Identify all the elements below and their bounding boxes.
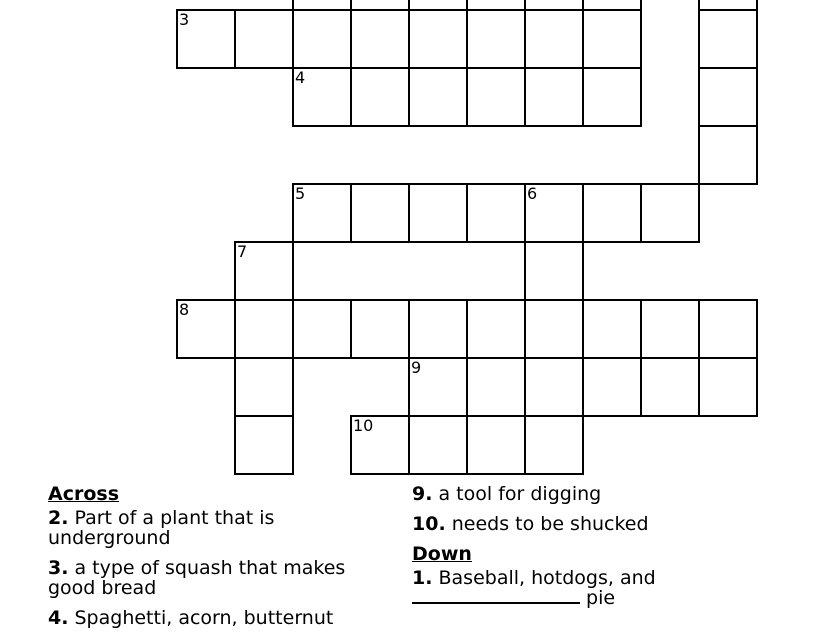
clue-across-10 bbox=[412, 514, 752, 534]
grid-cell[interactable] bbox=[292, 67, 352, 127]
grid-cell[interactable] bbox=[176, 299, 236, 359]
down-heading: Down bbox=[412, 543, 472, 565]
grid-cell[interactable] bbox=[234, 9, 294, 69]
clue-text: a tool for digging bbox=[438, 483, 602, 505]
clue-across-4 bbox=[48, 608, 368, 628]
grid-cell[interactable] bbox=[640, 183, 700, 243]
clue-number-label: 4 bbox=[295, 68, 306, 87]
grid-cell[interactable] bbox=[350, 415, 410, 475]
grid-cell[interactable] bbox=[582, 67, 642, 127]
clue-number-label: 3 bbox=[179, 10, 190, 29]
grid-cell[interactable] bbox=[466, 415, 526, 475]
clue-text: Spaghetti, acorn, butternut bbox=[74, 607, 334, 629]
grid-cell[interactable] bbox=[466, 67, 526, 127]
clue-number: 1. bbox=[412, 567, 433, 589]
clue-across-3 bbox=[48, 558, 368, 598]
clue-number: 3. bbox=[48, 557, 69, 579]
grid-cell[interactable] bbox=[292, 9, 352, 69]
grid-cell[interactable] bbox=[698, 67, 758, 127]
grid-cell[interactable] bbox=[524, 9, 584, 69]
grid-cell[interactable] bbox=[176, 9, 236, 69]
grid-cell[interactable] bbox=[698, 125, 758, 185]
clue-number-label: 6 bbox=[527, 184, 538, 203]
grid-cell[interactable] bbox=[582, 183, 642, 243]
grid-cell[interactable] bbox=[408, 415, 468, 475]
clue-across-9 bbox=[412, 484, 752, 504]
grid-cell[interactable] bbox=[466, 299, 526, 359]
clues-right-column bbox=[412, 484, 752, 618]
grid-cell[interactable] bbox=[466, 9, 526, 69]
grid-cell[interactable] bbox=[582, 9, 642, 69]
clue-text-after: pie bbox=[586, 587, 616, 609]
clue-number-label: 8 bbox=[179, 300, 190, 319]
grid-cell[interactable] bbox=[524, 241, 584, 301]
grid-cell[interactable] bbox=[234, 357, 294, 417]
grid-cell[interactable] bbox=[582, 299, 642, 359]
grid-cell[interactable] bbox=[408, 299, 468, 359]
clue-text: a type of squash that makes good bread bbox=[48, 557, 346, 599]
grid-cell[interactable] bbox=[582, 357, 642, 417]
clues-left-column bbox=[48, 484, 368, 638]
grid-cell[interactable] bbox=[698, 357, 758, 417]
grid-cell[interactable] bbox=[524, 299, 584, 359]
grid-cell[interactable] bbox=[350, 183, 410, 243]
grid-cell[interactable] bbox=[466, 183, 526, 243]
grid-cell[interactable] bbox=[524, 357, 584, 417]
grid-cell[interactable] bbox=[292, 299, 352, 359]
grid-cell[interactable] bbox=[408, 67, 468, 127]
grid-cell[interactable] bbox=[292, 183, 352, 243]
grid-cell[interactable] bbox=[466, 357, 526, 417]
clue-text: Baseball, hotdogs, and bbox=[438, 567, 656, 589]
clue-number-label: 5 bbox=[295, 184, 306, 203]
clue-down-1 bbox=[412, 568, 752, 608]
clue-text: needs to be shucked bbox=[451, 513, 649, 535]
grid-cell[interactable] bbox=[640, 357, 700, 417]
grid-cell[interactable] bbox=[408, 9, 468, 69]
clue-number: 9. bbox=[412, 483, 433, 505]
clue-number-label: 7 bbox=[237, 242, 248, 261]
answer-blank bbox=[412, 588, 580, 604]
clue-number-label: 10 bbox=[353, 416, 374, 435]
grid-cell[interactable] bbox=[698, 9, 758, 69]
grid-cell[interactable] bbox=[698, 299, 758, 359]
clue-number: 10. bbox=[412, 513, 446, 535]
clue-number-label: 9 bbox=[411, 358, 422, 377]
grid-cell[interactable] bbox=[408, 183, 468, 243]
across-heading: Across bbox=[48, 483, 120, 505]
grid-cell[interactable] bbox=[408, 357, 468, 417]
clue-text: Part of a plant that is underground bbox=[48, 507, 275, 549]
grid-cell[interactable] bbox=[234, 415, 294, 475]
clue-number: 2. bbox=[48, 507, 69, 529]
grid-cell[interactable] bbox=[234, 241, 294, 301]
grid-cell[interactable] bbox=[524, 67, 584, 127]
grid-cell[interactable] bbox=[350, 299, 410, 359]
clue-number: 4. bbox=[48, 607, 69, 629]
grid-cell[interactable] bbox=[234, 299, 294, 359]
clue-across-2 bbox=[48, 508, 368, 548]
grid-cell[interactable] bbox=[524, 183, 584, 243]
grid-cell[interactable] bbox=[350, 67, 410, 127]
grid-cell[interactable] bbox=[350, 9, 410, 69]
grid-cell[interactable] bbox=[640, 299, 700, 359]
grid-cell[interactable] bbox=[524, 415, 584, 475]
